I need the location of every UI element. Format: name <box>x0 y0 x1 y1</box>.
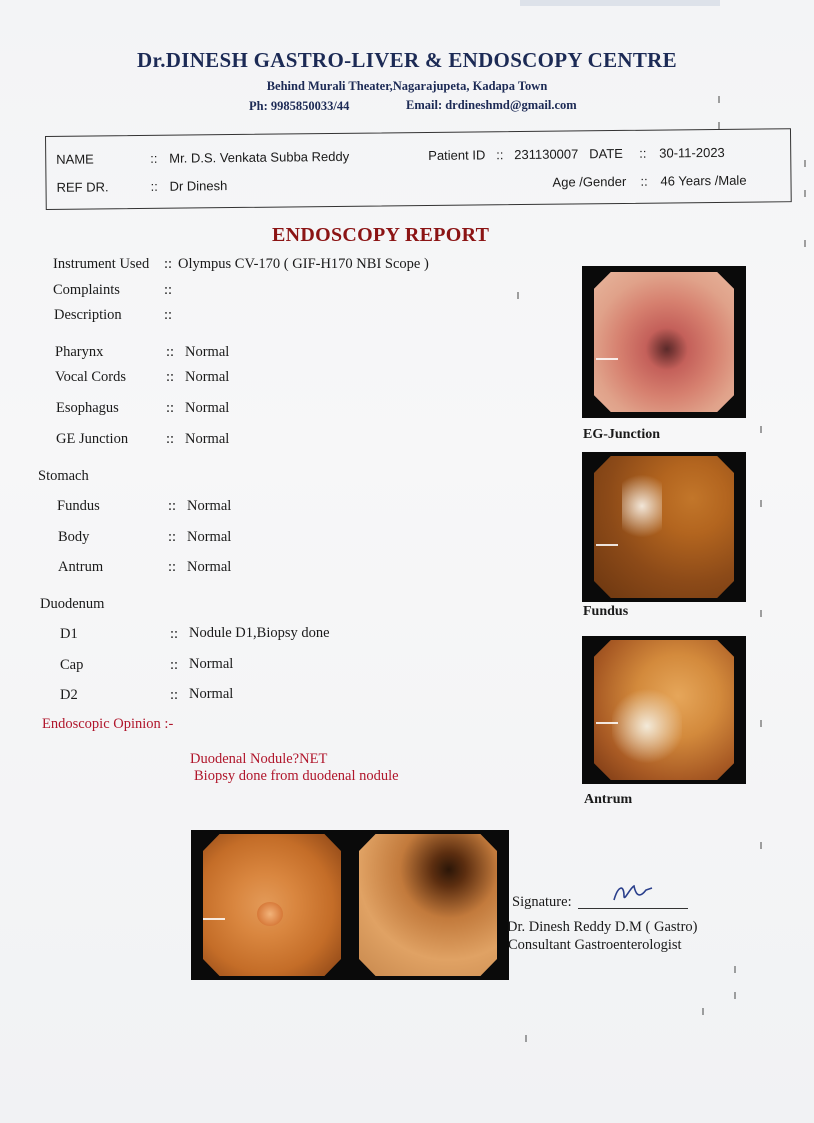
opinion-label: Endoscopic Opinion :- <box>42 716 174 732</box>
clinic-name: Dr.DINESH GASTRO-LIVER & ENDOSCOPY CENTRE <box>137 48 677 72</box>
date-label: DATE <box>589 145 624 162</box>
d1-value: Nodule D1,Biopsy done <box>189 625 330 641</box>
d1-label: D1 <box>60 626 78 642</box>
fundus-label: Fundus <box>57 498 100 514</box>
vocal-cords-value: Normal <box>185 369 230 385</box>
ge-junction-value: Normal <box>185 431 230 447</box>
vocal-cords-label: Vocal Cords <box>55 369 127 385</box>
instrument-value: Olympus CV-170 ( GIF-H170 NBI Scope ) <box>178 256 429 272</box>
page-edge <box>520 0 720 6</box>
body-value: Normal <box>187 529 232 545</box>
antrum-bubbles <box>612 686 682 766</box>
pharynx-label: Pharynx <box>55 344 104 360</box>
fundus-sep: :: <box>168 498 177 514</box>
caption-eg-junction: EG-Junction <box>583 427 661 442</box>
antrum-label: Antrum <box>58 559 104 575</box>
caption-fundus: Fundus <box>583 604 629 619</box>
scan-speck <box>760 842 762 849</box>
clinic-address: Behind Murali Theater,Nagarajupeta, Kadapa Town <box>266 79 548 93</box>
body-sep: :: <box>168 529 177 545</box>
stomach-heading: Stomach <box>38 468 89 484</box>
duodenum-images <box>191 830 509 980</box>
fundus-bubbles <box>622 466 662 546</box>
complaints-sep: :: <box>164 282 173 298</box>
vocal-sep: :: <box>166 369 175 385</box>
antrum-value: Normal <box>187 559 232 575</box>
fundus-image <box>582 452 746 602</box>
scan-speck <box>760 720 762 727</box>
scan-speck <box>760 500 762 507</box>
patient-id: 231130007 <box>514 146 579 163</box>
ref-doctor: Dr Dinesh <box>169 178 228 194</box>
d2-label: D2 <box>60 687 78 703</box>
complaints-label: Complaints <box>53 282 120 298</box>
scan-speck <box>525 1035 527 1042</box>
patient-info-box <box>45 128 792 210</box>
eg-junction-view <box>594 272 734 412</box>
cap-label: Cap <box>60 657 84 673</box>
esophagus-label: Esophagus <box>56 400 119 416</box>
scan-speck <box>702 1008 704 1015</box>
clinic-phone: Ph: 9985850033/44 <box>249 99 350 113</box>
gej-sep: :: <box>166 431 175 447</box>
scan-speck <box>734 992 736 999</box>
report-date: 30-11-2023 <box>659 144 725 161</box>
duodenum-heading: Duodenum <box>40 596 105 612</box>
overlay-mark <box>596 722 618 724</box>
d1-sep: :: <box>170 626 179 642</box>
patient-name: Mr. D.S. Venkata Subba Reddy <box>169 148 350 166</box>
ref-sep: :: <box>150 178 158 194</box>
ref-label: REF DR. <box>56 179 109 195</box>
esophagus-sep: :: <box>166 400 175 416</box>
antrum-image <box>582 636 746 784</box>
patient-id-label: Patient ID <box>428 147 486 163</box>
opinion-line-1: Duodenal Nodule?NET <box>190 751 328 767</box>
name-sep: :: <box>150 150 158 166</box>
overlay-mark <box>596 544 618 546</box>
scan-speck <box>760 610 762 617</box>
report-title: ENDOSCOPY REPORT <box>272 224 490 246</box>
signature-line <box>578 908 688 909</box>
esophagus-value: Normal <box>185 400 230 416</box>
scan-speck <box>718 122 720 129</box>
overlay-mark <box>596 358 618 360</box>
pharynx-value: Normal <box>185 344 230 360</box>
scan-speck <box>517 292 519 299</box>
cap-value: Normal <box>189 656 234 672</box>
duodenal-nodule <box>257 902 283 926</box>
fundus-view <box>594 456 734 598</box>
doctor-designation: Consultant Gastroenterologist <box>508 937 682 953</box>
eg-junction-image <box>582 266 746 418</box>
date-sep: :: <box>639 145 647 161</box>
age-sep: :: <box>640 173 648 189</box>
description-label: Description <box>54 307 122 323</box>
clinic-email: Email: drdineshmd@gmail.com <box>406 98 577 112</box>
d2-value: Normal <box>189 686 234 702</box>
scan-speck <box>718 96 720 103</box>
overlay-mark <box>203 918 225 920</box>
scan-speck <box>804 160 806 167</box>
scan-speck <box>804 190 806 197</box>
cap-sep: :: <box>170 657 179 673</box>
doctor-name: Dr. Dinesh Reddy D.M ( Gastro) <box>507 919 698 935</box>
signature-label: Signature: <box>512 894 572 910</box>
instrument-sep: :: <box>164 256 173 272</box>
fundus-value: Normal <box>187 498 232 514</box>
signature-scribble <box>610 880 656 906</box>
instrument-label: Instrument Used <box>53 256 150 272</box>
scan-speck <box>760 426 762 433</box>
description-sep: :: <box>164 307 173 323</box>
age-gender-label: Age /Gender <box>552 173 627 190</box>
caption-antrum: Antrum <box>584 792 633 807</box>
duodenum-lumen-view <box>359 834 497 976</box>
age-gender: 46 Years /Male <box>660 172 747 189</box>
pid-sep: :: <box>496 147 504 163</box>
body-label: Body <box>58 529 90 545</box>
pharynx-sep: :: <box>166 344 175 360</box>
scan-speck <box>804 240 806 247</box>
name-label: NAME <box>56 151 94 167</box>
ge-junction-label: GE Junction <box>56 431 129 447</box>
scan-speck <box>734 966 736 973</box>
opinion-line-2: Biopsy done from duodenal nodule <box>194 768 399 784</box>
antrum-sep: :: <box>168 559 177 575</box>
d2-sep: :: <box>170 687 179 703</box>
